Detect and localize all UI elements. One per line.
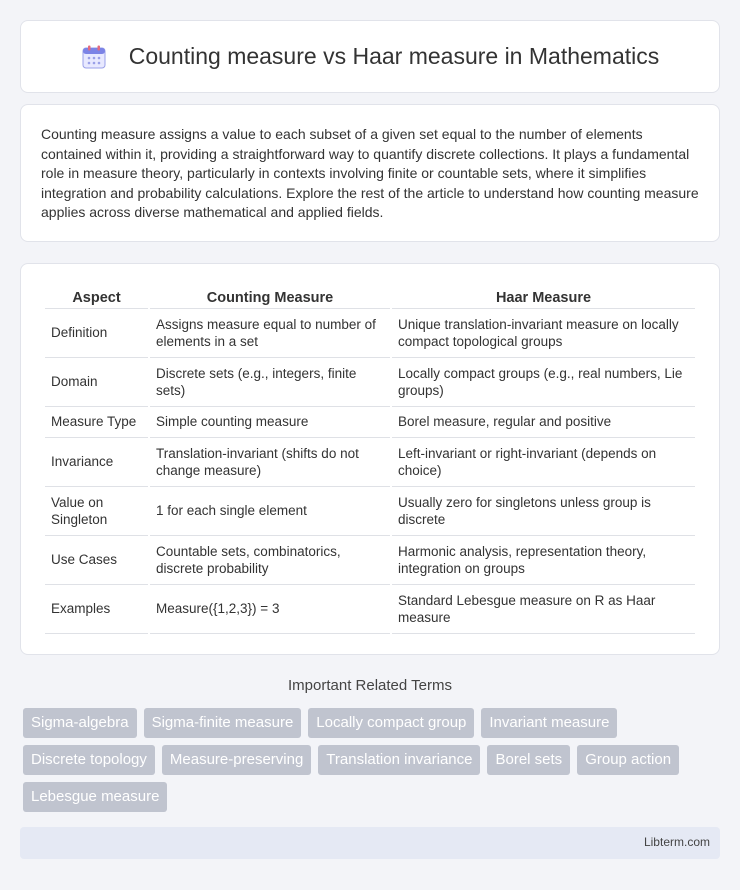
cell-haar: Left-invariant or right-invariant (depends on choice) [392,438,695,487]
footer-brand-link[interactable]: Libterm.com [643,835,710,849]
tag-sigma-finite-measure[interactable]: Sigma-finite measure [144,708,302,738]
cell-haar: Standard Lebesgue measure on R as Haar measure [392,585,695,634]
cell-aspect: Domain [45,358,148,407]
page-title: Counting measure vs Haar measure in Mathematics [128,43,660,69]
column-header-counting: Counting Measure [150,284,390,309]
table-row [45,309,695,358]
cell-aspect: Definition [45,309,148,358]
cell-counting: Simple counting measure [150,407,390,438]
tag-discrete-topology[interactable]: Discrete topology [23,745,155,775]
cell-counting: 1 for each single element [150,487,390,536]
column-header-aspect: Aspect [45,284,148,309]
related-terms-title: Important Related Terms [288,677,452,694]
column-header-haar: Haar Measure [392,284,695,309]
table-row [45,536,695,585]
intro-paragraph: Counting measure assigns a value to each subset of a given set equal to the number of elements contained within it, providing a straightforward way to quantify discrete collections. It plays a fundamental role in measure theory, particularly in contexts involving finite or countable sets, where it simplifies integration and probability calculations. Explore the rest of the article to understand how counting measure applies across diverse mathematical and applied fields. [41,126,699,221]
tag-group-action[interactable]: Group action [577,745,679,775]
tag-sigma-algebra[interactable]: Sigma-algebra [23,708,137,738]
footer [20,827,720,859]
tag-measure-preserving[interactable]: Measure-preserving [162,745,311,775]
cell-counting: Measure({1,2,3}) = 3 [150,585,390,634]
cell-aspect: Invariance [45,438,148,487]
cell-haar: Unique translation-invariant measure on locally compact topological groups [392,309,695,358]
cell-counting: Discrete sets (e.g., integers, finite sets) [150,358,390,407]
cell-counting: Assigns measure equal to number of elements in a set [150,309,390,358]
tag-borel-sets[interactable]: Borel sets [487,745,570,775]
tag-translation-invariance[interactable]: Translation invariance [318,745,480,775]
comparison-table [43,284,697,634]
cell-aspect: Value on Singleton [45,487,148,536]
table-row [45,585,695,634]
table-row [45,487,695,536]
cell-counting: Countable sets, combinatorics, discrete probability [150,536,390,585]
comparison-card [20,263,720,655]
calendar-icon [81,44,107,70]
tag-locally-compact-group[interactable]: Locally compact group [308,708,474,738]
cell-aspect: Use Cases [45,536,148,585]
title-card [20,20,720,93]
table-header-row [45,284,695,309]
tag-lebesgue-measure[interactable]: Lebesgue measure [23,782,167,812]
cell-haar: Harmonic analysis, representation theory, integration on groups [392,536,695,585]
table-row [45,407,695,438]
table-row [45,358,695,407]
tag-invariant-measure[interactable]: Invariant measure [481,708,617,738]
cell-counting: Translation-invariant (shifts do not change measure) [150,438,390,487]
table-row [45,438,695,487]
related-terms-list [23,708,723,819]
cell-haar: Borel measure, regular and positive [392,407,695,438]
intro-card [20,104,720,242]
cell-aspect: Measure Type [45,407,148,438]
cell-haar: Usually zero for singletons unless group is discrete [392,487,695,536]
cell-haar: Locally compact groups (e.g., real numbers, Lie groups) [392,358,695,407]
cell-aspect: Examples [45,585,148,634]
